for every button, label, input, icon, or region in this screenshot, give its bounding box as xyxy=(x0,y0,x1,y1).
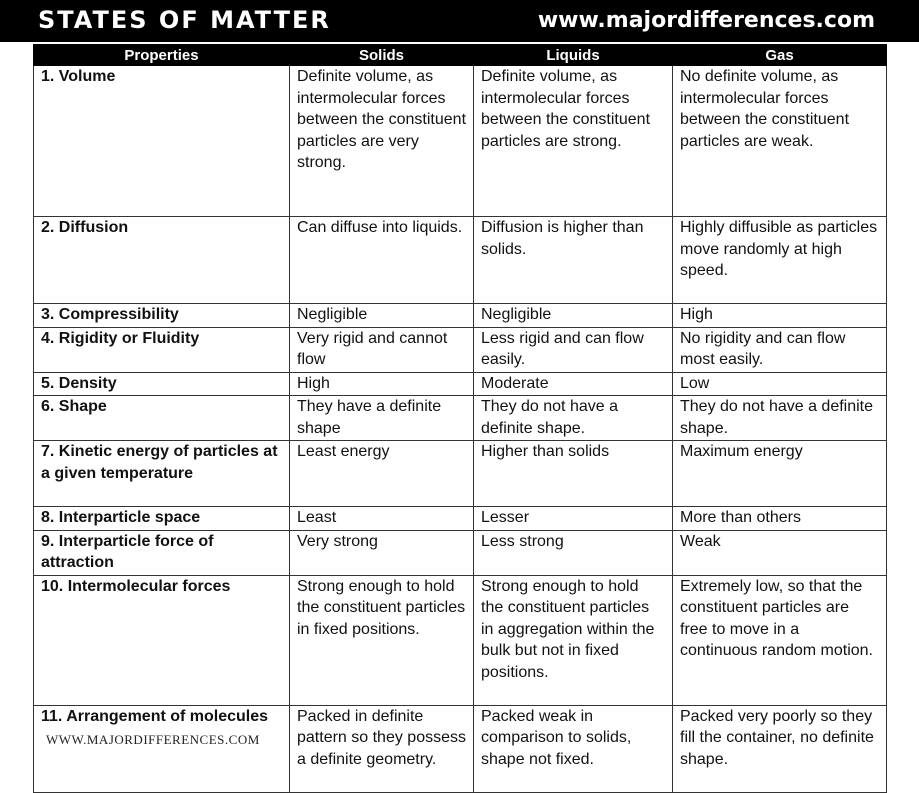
table-row xyxy=(34,327,887,372)
column-header-liquids: Liquids xyxy=(474,45,673,66)
gas-cell: Extremely low, so that the constituent particles are free to move in a continuous random motion. xyxy=(673,575,887,705)
table-row xyxy=(34,507,887,531)
property-cell: 3. Compressibility xyxy=(34,304,290,328)
table-row xyxy=(34,304,887,328)
liquids-cell: Packed weak in comparison to solids, shape not fixed. xyxy=(474,705,673,792)
liquids-cell: Lesser xyxy=(474,507,673,531)
solids-cell: Very rigid and cannot flow xyxy=(290,327,474,372)
property-cell: 2. Diffusion xyxy=(34,217,290,304)
solids-cell: Negligible xyxy=(290,304,474,328)
solids-cell: Definite volume, as intermolecular forces between the constituent particles are very strong. xyxy=(290,66,474,217)
liquids-cell: Definite volume, as intermolecular forces between the constituent particles are strong. xyxy=(474,66,673,217)
liquids-cell: Negligible xyxy=(474,304,673,328)
solids-cell: Can diffuse into liquids. xyxy=(290,217,474,304)
states-of-matter-table xyxy=(33,44,887,793)
column-header-properties: Properties xyxy=(34,45,290,66)
gas-cell: No rigidity and can flow most easily. xyxy=(673,327,887,372)
property-cell: 7. Kinetic energy of particles at a given temperature xyxy=(34,441,290,507)
gas-cell: Packed very poorly so they fill the container, no definite shape. xyxy=(673,705,887,792)
property-cell: 9. Interparticle force of attraction xyxy=(34,530,290,575)
table-row xyxy=(34,217,887,304)
property-cell: 10. Intermolecular forces xyxy=(34,575,290,705)
gas-cell: Highly diffusible as particles move randomly at high speed. xyxy=(673,217,887,304)
column-header-gas: Gas xyxy=(673,45,887,66)
gas-cell: They do not have a definite shape. xyxy=(673,396,887,441)
gas-cell: More than others xyxy=(673,507,887,531)
property-cell: 4. Rigidity or Fluidity xyxy=(34,327,290,372)
table-row xyxy=(34,705,887,792)
solids-cell: Strong enough to hold the constituent particles in fixed positions. xyxy=(290,575,474,705)
table-row xyxy=(34,575,887,705)
column-header-solids: Solids xyxy=(290,45,474,66)
table-row xyxy=(34,372,887,396)
gas-cell: High xyxy=(673,304,887,328)
property-cell: 1. Volume xyxy=(34,66,290,217)
gas-cell: No definite volume, as intermolecular forces between the constituent particles are weak. xyxy=(673,66,887,217)
page-title: STATES OF MATTER xyxy=(38,6,331,34)
solids-cell: Very strong xyxy=(290,530,474,575)
watermark-text: WWW.MAJORDIFFERENCES.COM xyxy=(46,732,260,747)
gas-cell: Maximum energy xyxy=(673,441,887,507)
liquids-cell: Less strong xyxy=(474,530,673,575)
gas-cell: Low xyxy=(673,372,887,396)
table-row xyxy=(34,530,887,575)
liquids-cell: Moderate xyxy=(474,372,673,396)
table-header-row xyxy=(34,45,887,66)
property-cell: 5. Density xyxy=(34,372,290,396)
solids-cell: Least xyxy=(290,507,474,531)
solids-cell: Packed in definite pattern so they possess a definite geometry. xyxy=(290,705,474,792)
property-cell: 11. Arrangement of molecules xyxy=(34,705,290,792)
liquids-cell: They do not have a definite shape. xyxy=(474,396,673,441)
gas-cell: Weak xyxy=(673,530,887,575)
liquids-cell: Strong enough to hold the constituent particles in aggregation within the bulk but not in fixed positions. xyxy=(474,575,673,705)
solids-cell: High xyxy=(290,372,474,396)
solids-cell: Least energy xyxy=(290,441,474,507)
website-url: www.majordifferences.com xyxy=(537,8,875,33)
liquids-cell: Less rigid and can flow easily. xyxy=(474,327,673,372)
property-cell: 6. Shape xyxy=(34,396,290,441)
solids-cell: They have a definite shape xyxy=(290,396,474,441)
liquids-cell: Higher than solids xyxy=(474,441,673,507)
liquids-cell: Diffusion is higher than solids. xyxy=(474,217,673,304)
table-row xyxy=(34,441,887,507)
table-row xyxy=(34,66,887,217)
header-bar xyxy=(0,0,919,42)
property-cell: 8. Interparticle space xyxy=(34,507,290,531)
table-row xyxy=(34,396,887,441)
